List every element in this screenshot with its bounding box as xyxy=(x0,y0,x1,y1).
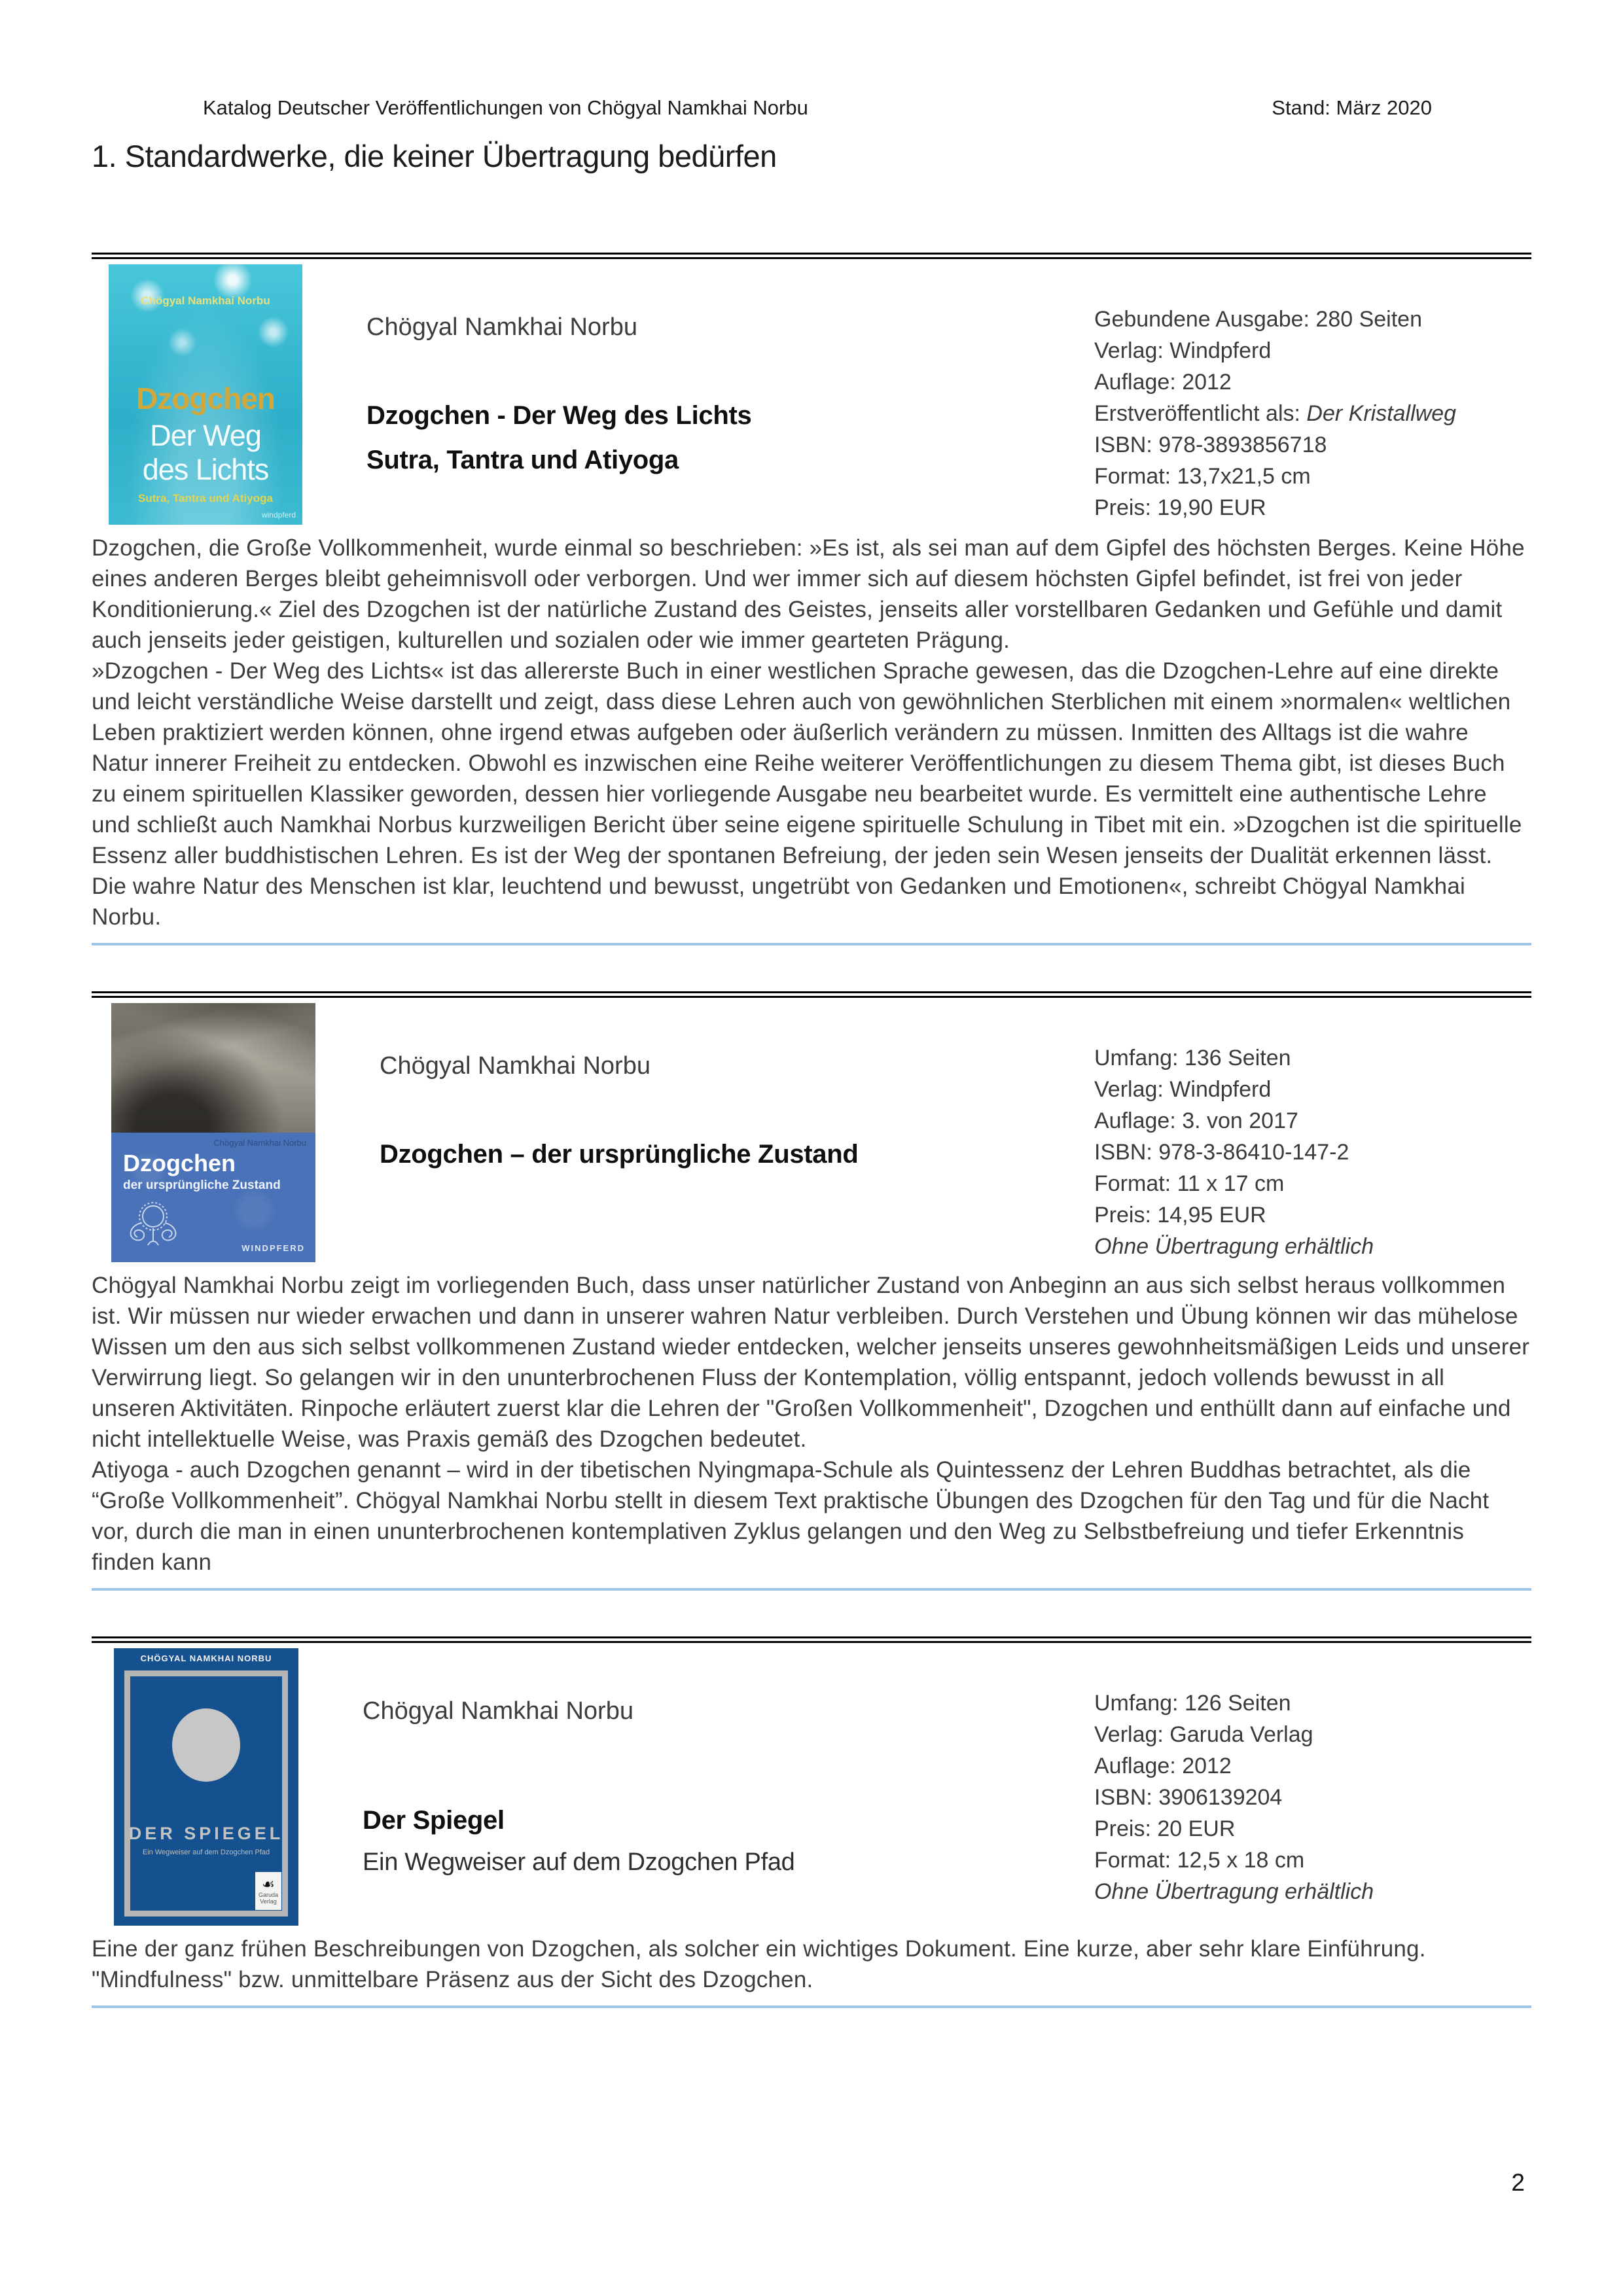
detail-line: Format: 12,5 x 18 cm xyxy=(1094,1848,1305,1873)
book-3-info xyxy=(298,1648,927,1879)
page-header xyxy=(92,96,1531,120)
cover-author-text: Chögyal Namkhai Norbu xyxy=(141,294,270,307)
detail-line: Umfang: 136 Seiten xyxy=(1094,1046,1291,1070)
detail-line: Ohne Übertragung erhältlich xyxy=(1094,1879,1374,1904)
book-author: Chögyal Namkhai Norbu xyxy=(380,1052,651,1080)
garuda-verlag-logo-icon: ☙ Garuda Verlag xyxy=(255,1872,281,1910)
book-author: Chögyal Namkhai Norbu xyxy=(366,313,637,341)
description-paragraph: »Dzogchen - Der Weg des Lichts« ist das allererste Buch in einer westlichen Sprache gewesen, das die Dzogchen-Lehre auf eine direkte und leicht verständliche Weise darstellt und zeigt, dass diese Lehren auch von gewöhnlichen Sterblichen mit einem »normalen« weltlichen Leben praktiziert werden können, ohne irgend etwas aufgeben oder äußerlich verändern zu müssen. Inmitten des Alltags ist die wahre Natur innerer Freiheit zu entdecken. Obwohl es inzwischen eine Reihe weiterer Veröffentlichungen zu diesem Thema gibt, ist dieses Buch zu einem spirituellen Klassiker geworden, dessen hier vorliegende Ausgabe neu bearbeitet wurde. Es vermittelt eine authentische Lehre und schließt auch Namkhai Norbus kurzweiligen Bericht über seine eigene spirituelle Schulung in Tibet mit ein. »Dzogchen ist die spirituelle Essenz aller buddhistischen Lehren. Es ist der Weg der spontanen Befreiung, der jeden sein Wesen jenseits der Dualität erkennen lässt. Die wahre Natur des Menschen ist klar, leuchtend und bewusst, ungetrübt von Gedanken und Emotionen«, schreibt Chögyal Namkhai Norbu. xyxy=(92,658,1522,930)
book-3-description xyxy=(92,1934,1531,2008)
book-author: Chögyal Namkhai Norbu xyxy=(363,1697,633,1725)
book-1-info xyxy=(302,264,931,476)
book-2-cover-image xyxy=(111,1003,315,1262)
cover-title-text: Dzogchen xyxy=(136,381,275,415)
book-1-details xyxy=(1094,264,1531,523)
cover-subtitle-text: der ursprüngliche Zustand xyxy=(123,1178,281,1192)
page-number: 2 xyxy=(1511,2169,1525,2196)
cover-title-text: DER SPIEGEL xyxy=(128,1824,284,1843)
book-subtitle: Sutra, Tantra und Atiyoga xyxy=(366,446,679,474)
book-3-row xyxy=(92,1643,1531,1926)
book-title: Der Spiegel xyxy=(363,1806,505,1835)
cover-publisher-text: WINDPFERD xyxy=(241,1243,305,1253)
detail-line: Auflage: 2012 xyxy=(1094,1754,1232,1778)
book-2-description xyxy=(92,1270,1531,1591)
detail-line: ISBN: 3906139204 xyxy=(1094,1785,1283,1810)
garuda-bird-icon: ☙ xyxy=(262,1876,275,1892)
detail-line: Verlag: Windpferd xyxy=(1094,1077,1272,1102)
detail-line: Umfang: 126 Seiten xyxy=(1094,1691,1291,1716)
tibetan-knot-icon xyxy=(122,1199,185,1250)
header-title: Katalog Deutscher Veröffentlichungen von Chögyal Namkhai Norbu xyxy=(203,96,808,119)
detail-line: Erstveröffentlicht als: Der Kristallweg xyxy=(1094,401,1457,426)
book-title: Dzogchen - Der Weg des Lichts xyxy=(366,401,752,430)
detail-line: Format: 11 x 17 cm xyxy=(1094,1171,1285,1196)
book-entry-3 xyxy=(92,1636,1531,2008)
book-3-details xyxy=(1094,1648,1531,1907)
book-entry-2 xyxy=(92,991,1531,1591)
detail-line: Verlag: Windpferd xyxy=(1094,338,1272,363)
detail-line: Auflage: 3. von 2017 xyxy=(1094,1108,1298,1133)
book-subtitle: Ein Wegweiser auf dem Dzogchen Pfad xyxy=(363,1848,795,1876)
cover-subtitle-line: Der Weg xyxy=(150,419,261,452)
cover-subtitle-line: des Lichts xyxy=(142,453,269,486)
book-3-cover-image xyxy=(114,1648,298,1926)
book-2-info xyxy=(315,1003,944,1171)
detail-line: Preis: 20 EUR xyxy=(1094,1816,1236,1841)
cover-subtitle-text: Ein Wegweiser auf dem Dzogchen Pfad xyxy=(142,1848,270,1856)
book-entry-1 xyxy=(92,253,1531,945)
detail-line: Auflage: 2012 xyxy=(1094,370,1232,395)
mirror-circle-icon xyxy=(172,1708,240,1782)
book-1-row xyxy=(92,259,1531,525)
cover-publisher-text: windpferd xyxy=(261,510,296,520)
cover-author-text: CHÖGYAL NAMKHAI NORBU xyxy=(140,1653,272,1663)
cover-photo xyxy=(111,1003,315,1133)
book-1-cover-image xyxy=(109,264,302,525)
header-date: Stand: März 2020 xyxy=(1272,96,1432,119)
detail-line: ISBN: 978-3893856718 xyxy=(1094,433,1327,457)
detail-line: ISBN: 978-3-86410-147-2 xyxy=(1094,1140,1349,1165)
description-paragraph: Eine der ganz frühen Beschreibungen von Dzogchen, als solcher ein wichtiges Dokument. Eine kurze, aber sehr klare Einführung. "Mindfulness" bzw. unmittelbare Präsenz aus der Sicht des Dzogchen. xyxy=(92,1936,1426,1992)
detail-line: Format: 13,7x21,5 cm xyxy=(1094,464,1311,489)
book-2-row xyxy=(92,998,1531,1262)
description-paragraph: Atiyoga - auch Dzogchen genannt – wird in der tibetischen Nyingmapa-Schule als Quintessenz der Lehren Buddhas betrachtet, als die “Große Vollkommenheit”. Chögyal Namkhai Norbu stellt in diesem Text praktische Übungen des Dzogchen für den Tag und für die Nacht vor, durch die man in einen ununterbrochenen kontemplativen Zyklus gelangen und den Weg zu Selbstbefreiung und tiefer Erkenntnis finden kann xyxy=(92,1457,1489,1575)
detail-line: Gebundene Ausgabe: 280 Seiten xyxy=(1094,307,1422,332)
description-paragraph: Dzogchen, die Große Vollkommenheit, wurde einmal so beschrieben: »Es ist, als sei man auf dem Gipfel des höchsten Berges. Keine Höhe eines anderen Berges bleibt geheimnisvoll oder verborgen. Und wer immer sich auf diesem höchsten Gipfel befindet, ist frei von jeder Konditionierung.« Ziel des Dzogchen ist der natürliche Zustand des Geistes, jenseits aller vorstellbaren Gedanken und Gefühle und damit auch jenseits jeder geistigen, kulturellen und sozialen oder wie immer gearteten Prägung. xyxy=(92,535,1525,653)
detail-line: Verlag: Garuda Verlag xyxy=(1094,1722,1313,1747)
book-1-description xyxy=(92,533,1531,945)
detail-line: Ohne Übertragung erhältlich xyxy=(1094,1234,1374,1259)
cover-title-text: Dzogchen xyxy=(123,1150,236,1176)
detail-line: Preis: 19,90 EUR xyxy=(1094,495,1266,520)
book-2-details xyxy=(1094,1003,1531,1262)
cover-tagline-text: Sutra, Tantra und Atiyoga xyxy=(138,492,273,504)
detail-line: Preis: 14,95 EUR xyxy=(1094,1203,1266,1227)
cover-author-text: Chögyal Namkhai Norbu xyxy=(213,1138,306,1148)
book-title: Dzogchen – der ursprüngliche Zustand xyxy=(380,1140,859,1169)
description-paragraph: Chögyal Namkhai Norbu zeigt im vorliegenden Buch, dass unser natürlicher Zustand von Anbeginn an aus sich selbst heraus vollkommen ist. Wir müssen nur wieder erwachen und dann in unserer wahren Natur verbleiben. Durch Verstehen und Übung können wir das mühelose Wissen um den aus sich selbst vollkommenen Zustand wieder entdecken, welcher jenseits unseres gewohnheitsmäßigen Leids und unserer Verwirrung liegt. So gelangen wir in den ununterbrochenen Fluss der Kontemplation, völlig entspannt, jedoch vollends bewusst in all unseren Aktivitäten. Rinpoche erläutert zuerst klar die Lehren der "Großen Vollkommenheit", Dzogchen und enthüllt dann auf einfache und nicht intellektuelle Weise, was Praxis gemäß des Dzogchen bedeutet. xyxy=(92,1273,1530,1452)
section-title: 1. Standardwerke, die keiner Übertragung bedürfen xyxy=(92,139,777,173)
